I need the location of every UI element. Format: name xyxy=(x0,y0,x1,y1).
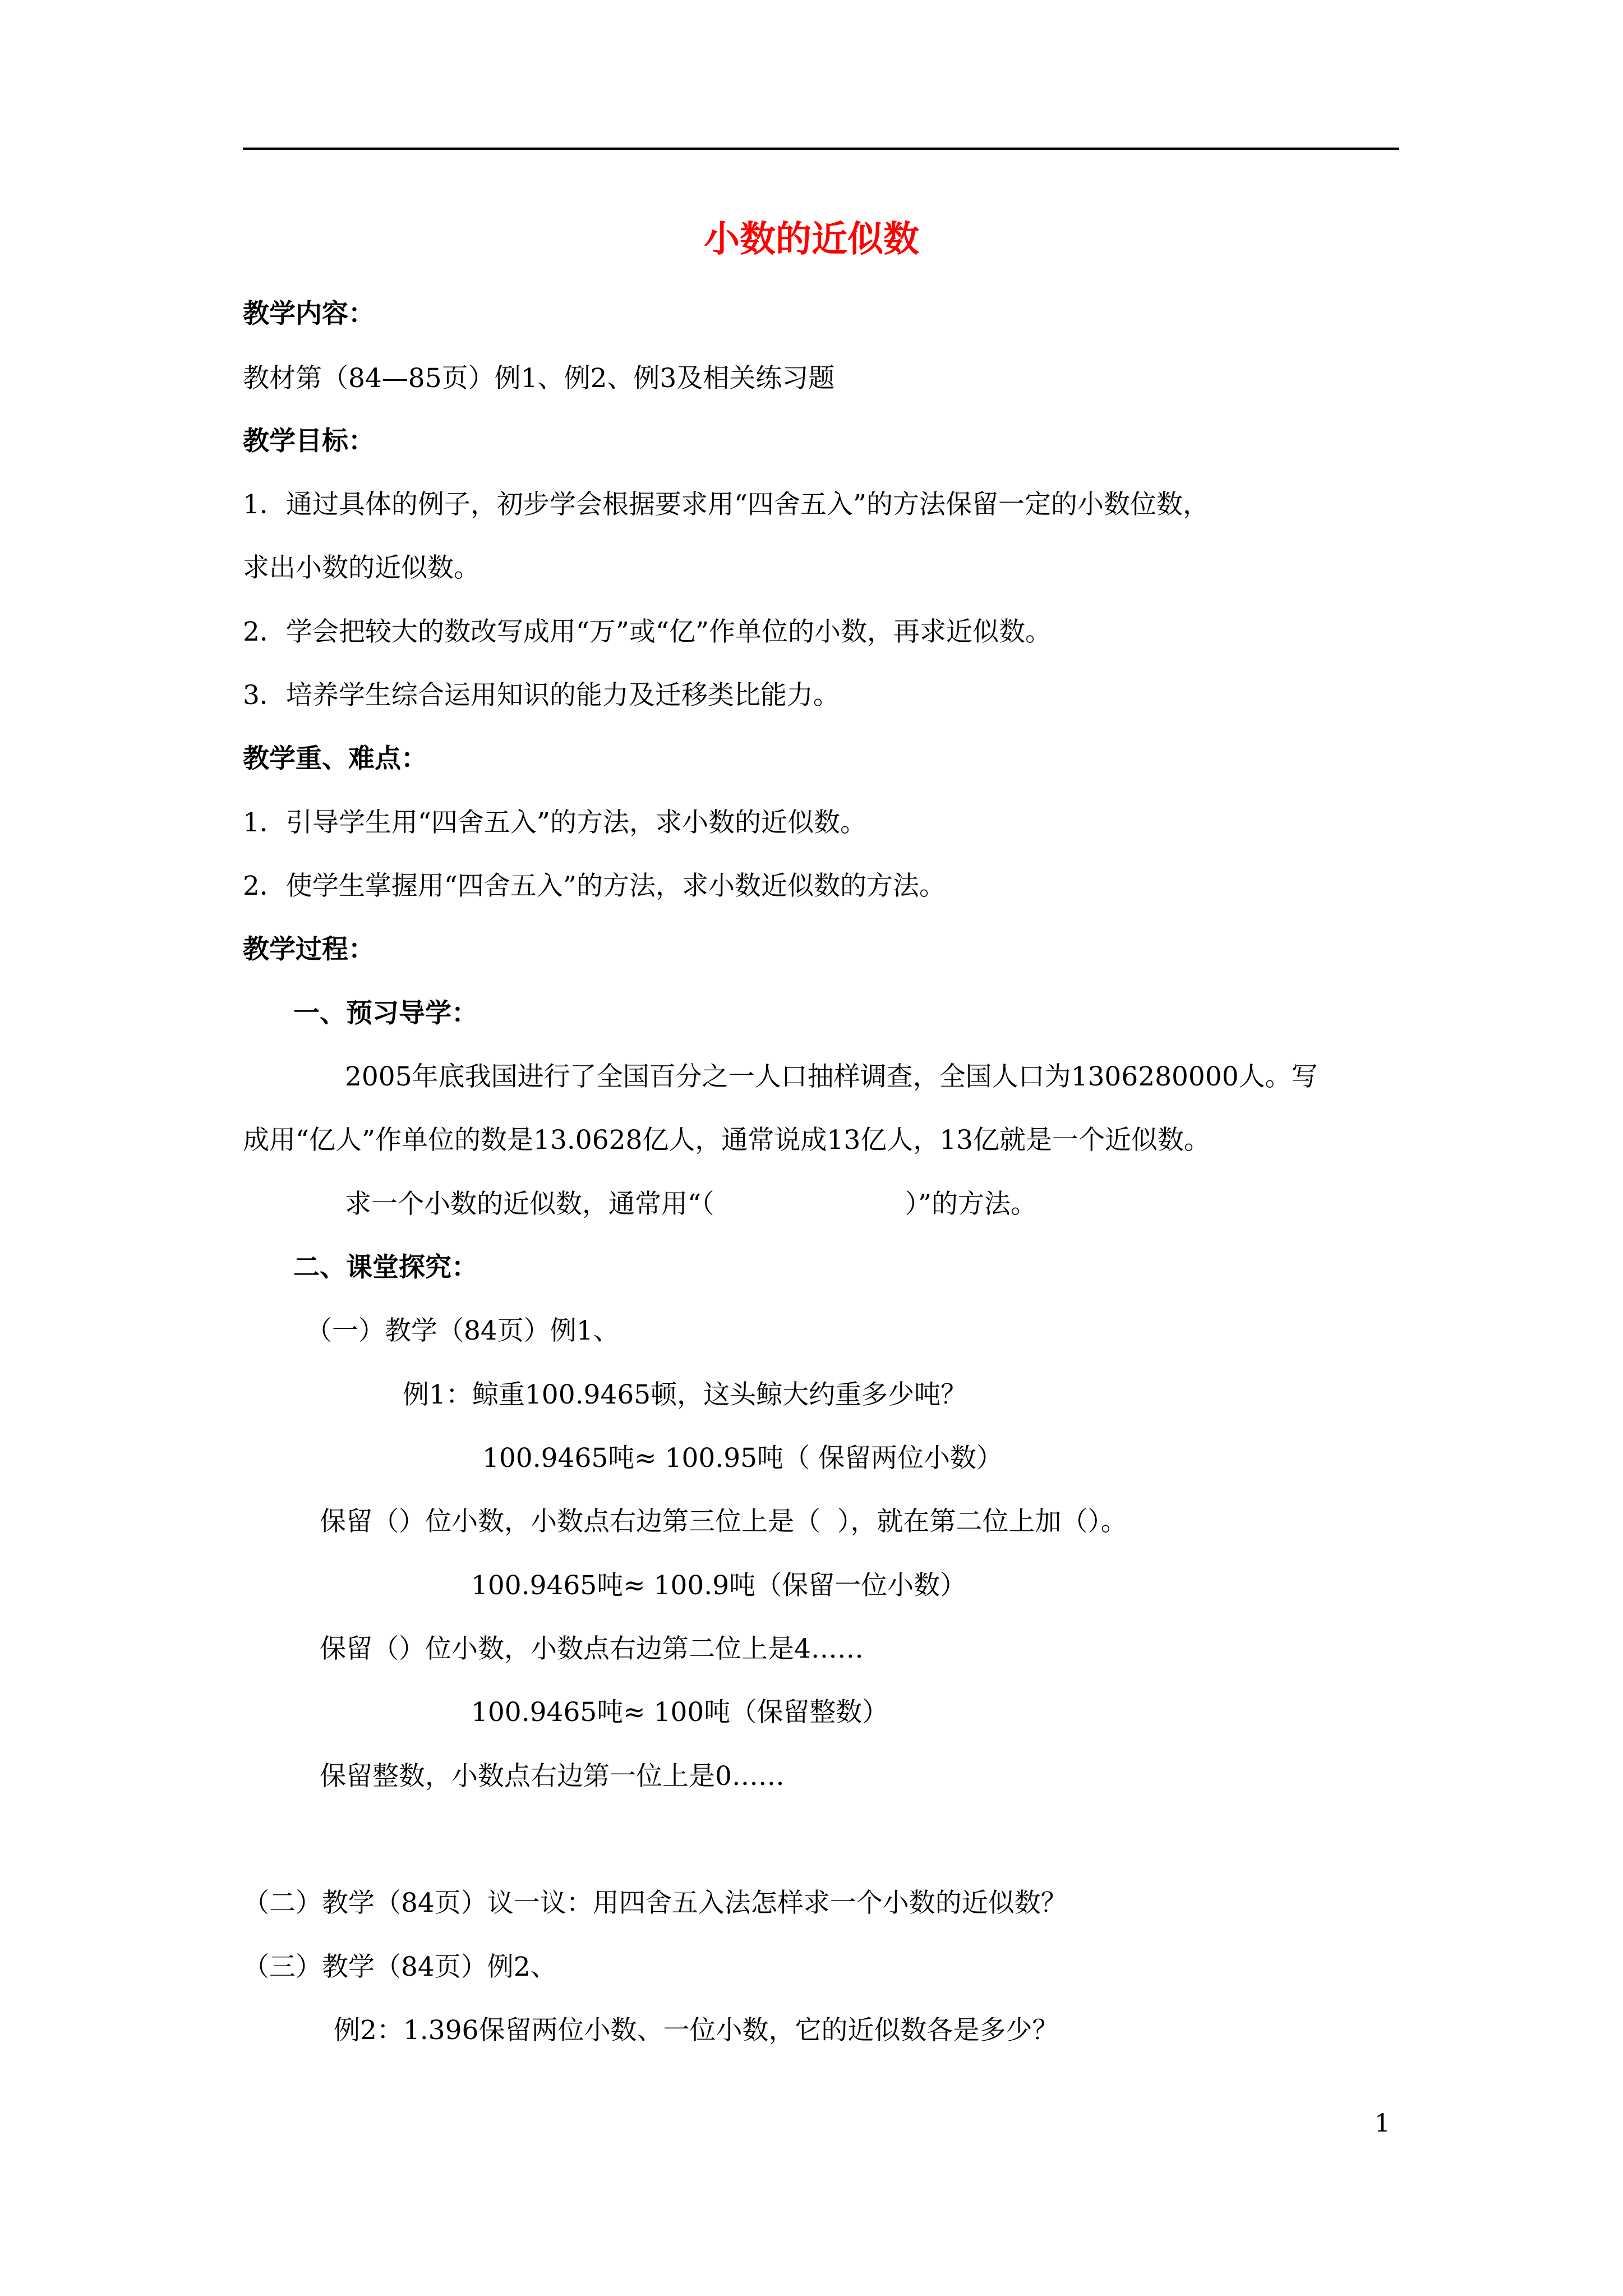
goal-1-line-1: 1．通过具体的例子，初步学会根据要求用“四舍五入”的方法保留一定的小数位数， xyxy=(243,489,1209,520)
calculation-3: 100.9465吨≈ 100吨（保留整数） xyxy=(471,1697,889,1728)
preview-fill-blank-left: 求一个小数的近似数，通常用“（ xyxy=(345,1189,714,1220)
explore-heading: 二、课堂探究： xyxy=(293,1252,478,1283)
preview-paragraph-line-1: 2005年底我国进行了全国百分之一人口抽样调查，全国人口为1306280000人。写 xyxy=(345,1061,1318,1092)
document-title: 小数的近似数 xyxy=(704,218,919,260)
preview-fill-blank xyxy=(345,1188,1037,1221)
note-3: 保留整数，小数点右边第一位上是0…… xyxy=(320,1761,785,1792)
part-2: （二）教学（84页）议一议：用四舍五入法怎样求一个小数的近似数？ xyxy=(243,1888,1067,1918)
example-2: 例2：1.396保留两位小数、一位小数，它的近似数各是多少？ xyxy=(334,2015,1059,2046)
calculation-2: 100.9465吨≈ 100.9吨（保留一位小数） xyxy=(471,1570,967,1601)
teaching-content-heading: 教学内容： xyxy=(243,298,375,329)
note-2: 保留（）位小数，小数点右边第二位上是4…… xyxy=(320,1634,864,1664)
part-1-heading: （一）教学（84页）例1、 xyxy=(306,1315,620,1346)
key-point-1: 1．引导学生用“四舍五入”的方法，求小数的近似数。 xyxy=(243,807,866,838)
note-1: 保留（）位小数，小数点右边第三位上是（ ），就在第二位上加（）。 xyxy=(320,1506,1127,1537)
teaching-process-heading: 教学过程： xyxy=(243,934,375,965)
key-point-2: 2．使学生掌握用“四舍五入”的方法，求小数近似数的方法。 xyxy=(243,871,946,901)
key-points-heading: 教学重、难点： xyxy=(243,743,427,774)
goal-3: 3．培养学生综合运用知识的能力及迁移类比能力。 xyxy=(243,680,840,711)
teaching-goals-heading: 教学目标： xyxy=(243,426,375,457)
preview-heading: 一、预习导学： xyxy=(293,998,478,1029)
calculation-1: 100.9465吨≈ 100.95吨（ 保留两位小数） xyxy=(482,1443,1003,1474)
preview-fill-blank-right: ）”的方法。 xyxy=(905,1189,1038,1220)
goal-2: 2．学会把较大的数改写成用“万”或“亿”作单位的小数，再求近似数。 xyxy=(243,616,1052,647)
part-3-heading: （三）教学（84页）例2、 xyxy=(243,1952,557,1982)
preview-paragraph-line-2: 成用“亿人”作单位的数是13.0628亿人，通常说成13亿人，13亿就是一个近似数。 xyxy=(243,1125,1211,1156)
header-rule xyxy=(243,148,1399,150)
goal-1-line-2: 求出小数的近似数。 xyxy=(243,553,480,583)
page-number: 1 xyxy=(1375,2109,1390,2138)
teaching-content-text: 教材第（84—85页）例1、例2、例3及相关练习题 xyxy=(243,363,835,394)
example-1: 例1：鲸重100.9465顿，这头鲸大约重多少吨？ xyxy=(403,1379,967,1410)
